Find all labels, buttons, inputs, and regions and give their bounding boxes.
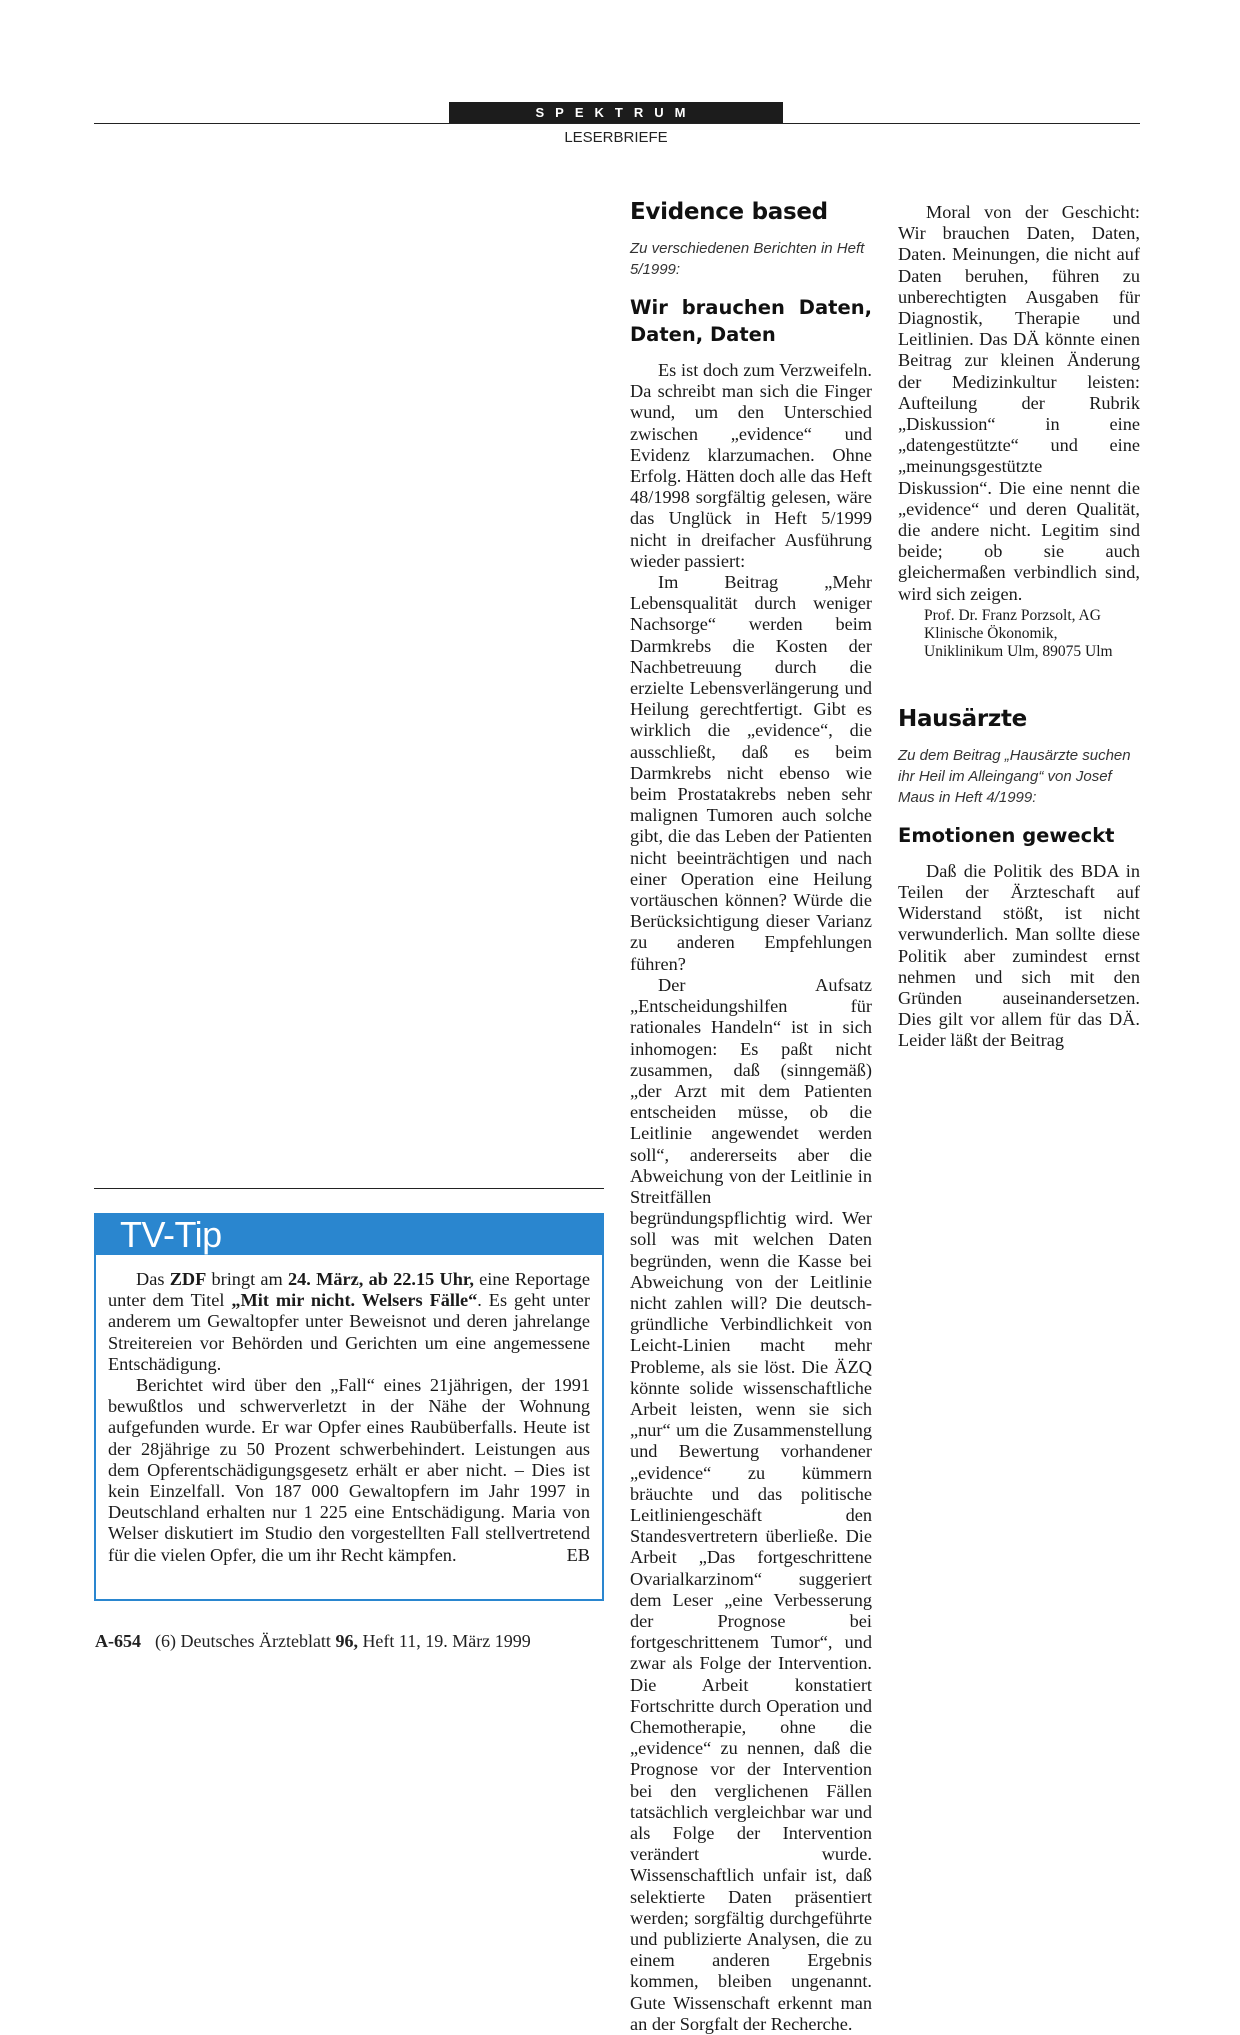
article2-title: Hausärzte	[898, 705, 1027, 732]
volume: 96,	[335, 1631, 358, 1651]
article2-subtitle: Emotionen geweckt	[898, 823, 1115, 847]
article1-paragraph-3: Der Aufsatz „Entscheidungshilfen für rationales Handeln“ ist in sich inhomogen: Es paßt nicht zusammen, daß (sinngemäß) „der Arzt mit dem Patienten entscheiden müsse, ob die Leitlinie angewendet werden soll“, andererseits aber die Abweichung von der Leitlinie in Streitfällen begründungspflichtig wird. Wer soll was mit welchen Daten begründen, wenn die Kasse bei Abweichung von der Leitlinie nicht zahlen will? Die deutsch-gründliche Verbindlichkeit von Leicht-Linien macht mehr Probleme, als sie löst. Die ÄZQ könnte solide wissenschaftliche Arbeit leisten, wenn sie sich „nur“ um die Zusammenstellung und Bewertung vorhandener „evidence“ zu kümmern bräuchte und das politische Leitliniengeschäft den Standesvertretern überließe. Die Arbeit „Das fortgeschrittene Ovarialkarzinom“ suggeriert dem Leser „eine Verbesserung der Prognose bei fortgeschrittenem Tumor“, und zwar als Folge der Intervention. Die Arbeit konstatiert Fortschritte durch Operation und Chemotherapie, ohne die „evidence“ zu nennen, daß die Prognose vor der Intervention bei den verglichenen Fällen tatsächlich vergleichbar war und als Folge der Intervention verändert wurde. Wissenschaftlich unfair ist, daß selektierte Daten präsentiert werden; sorgfältig durchgeführte und publizierte Analysen, die zu einem anderen Ergebnis kommen, bleiben ungenannt. Gute Wissenschaft erkennt man an der Sorgfalt der Recherche.	[630, 974, 872, 2034]
tvtip-rule	[94, 1188, 604, 1189]
section-bar: SPEKTRUM	[449, 102, 783, 123]
tvtip-body	[96, 1255, 602, 1566]
article2-paragraph-1: Daß die Politik des BDA in Teilen der Ärzteschaft auf Widerstand stößt, ist nicht verwunderlich. Man sollte diese Politik aber zumindest ernst nehmen und sich mit den Gründen auseinandersetzen. Dies gilt vor allem für das DÄ. Leider läßt der Beitrag	[898, 860, 1140, 1051]
article1-signature: Prof. Dr. Franz Porzsolt, AG Klinische Ökonomik, Uniklinikum Ulm, 89075 Ulm	[924, 606, 1113, 660]
article-evidence-column	[630, 198, 872, 2035]
citation-a: (6) Deutsches Ärzteblatt	[155, 1631, 336, 1651]
citation-b: Heft 11, 19. März 1999	[357, 1631, 531, 1651]
article1-title: Evidence based	[630, 199, 828, 225]
subsection-label: LESERBRIEFE	[564, 129, 668, 146]
article1-paragraph-2: Im Beitrag „Mehr Lebensqualität durch weniger Nachsorge“ werden beim Darmkrebs die Kosten der Nachbetreuung durch die erzielte Lebensverlängerung und Heilung gerechtfertigt. Gibt es wirklich die „evidence“, die ausschließt, daß es beim Darmkrebs nicht ebenso wie beim Prostatakrebs neben sehr malignen Tumoren auch solche gibt, die das Leben der Patienten nicht beeinträchtigen und nach einer Operation eine Heilung vortäuschen können? Würde die Berücksichtigung dieser Varianz zu anderen Empfehlungen führen?	[630, 572, 872, 974]
article1-paragraph-1: Es ist doch zum Verzweifeln. Da schreibt man sich die Finger wund, um den Unterschied zwischen „evidence“ und Evidenz klarzumachen. Ohne Erfolg. Hätten doch alle das Heft 48/1998 sorgfältig gelesen, wäre das Unglück in Heft 5/1999 nicht in dreifacher Ausführung wieder passiert:	[630, 360, 872, 571]
tvtip-box	[94, 1213, 604, 1601]
page-number: A-654	[95, 1631, 141, 1651]
tvtip-paragraph-1: Das ZDF bringt am 24. März, ab 22.15 Uhr, eine Reportage unter dem Titel „Mit mir nicht. Welsers Fälle“. Es geht unter anderem um Gewaltopfer unter Beweisnot und deren jahrelange Streitereien vor Behörden und Gerichten um eine angemessene Entschädigung.	[108, 1269, 590, 1374]
article2-intro: Zu dem Beitrag „Hausärzte suchen ihr Heil im Alleingang“ von Josef Maus in Heft 4/1999:	[898, 746, 1131, 806]
tvtip-title: TV-Tip	[96, 1215, 602, 1255]
tvtip-signature: EB	[566, 1544, 590, 1565]
header-rule	[94, 123, 1140, 124]
article1-subtitle: Wir brauchen Daten, Daten, Daten	[630, 296, 872, 346]
article1-intro: Zu verschiedenen Berichten in Heft 5/1999:	[630, 240, 865, 278]
article-right-column	[898, 202, 1140, 1052]
tvtip-paragraph-2: Berichtet wird über den „Fall“ eines 21jährigen, der 1991 bewußtlos und schwerverletzt in der Nähe der Wohnung aufgefunden wurde. Er war Opfer eines Raubüberfalls. Heute ist der 28jährige zu 50 Prozent schwerbehindert. Leistungen aus dem Opferentschädigungsgesetz erhält er aber nicht. – Dies ist kein Einzelfall. Von 187 000 Gewaltopfern im Jahr 1997 in Deutschland erhalten nur 1 225 eine Entschädigung. Maria von Welser diskutiert im Studio den vorgestellten Fall stellvertretend für die vielen Opfer, die um ihr Recht kämpfen. EB	[108, 1375, 590, 1565]
article1-paragraph-4: Moral von der Geschicht: Wir brauchen Daten, Daten, Daten. Meinungen, die nicht auf Daten beruhen, führen zu unberechtigten Ausgaben für Diagnostik, Therapie und Leitlinien. Das DÄ könnte einen Beitrag zur kleinen Änderung der Medizinkultur leisten: Aufteilung der Rubrik „Diskussion“ in eine „datengestützte“ und eine „meinungsgestützte Diskussion“. Die eine nennt die „evidence“ und deren Qualität, die andere nicht. Legitim sind beide; ob sie auch gleichermaßen verbindlich sind, wird sich zeigen.	[898, 202, 1140, 604]
page-footer	[95, 1631, 531, 1652]
